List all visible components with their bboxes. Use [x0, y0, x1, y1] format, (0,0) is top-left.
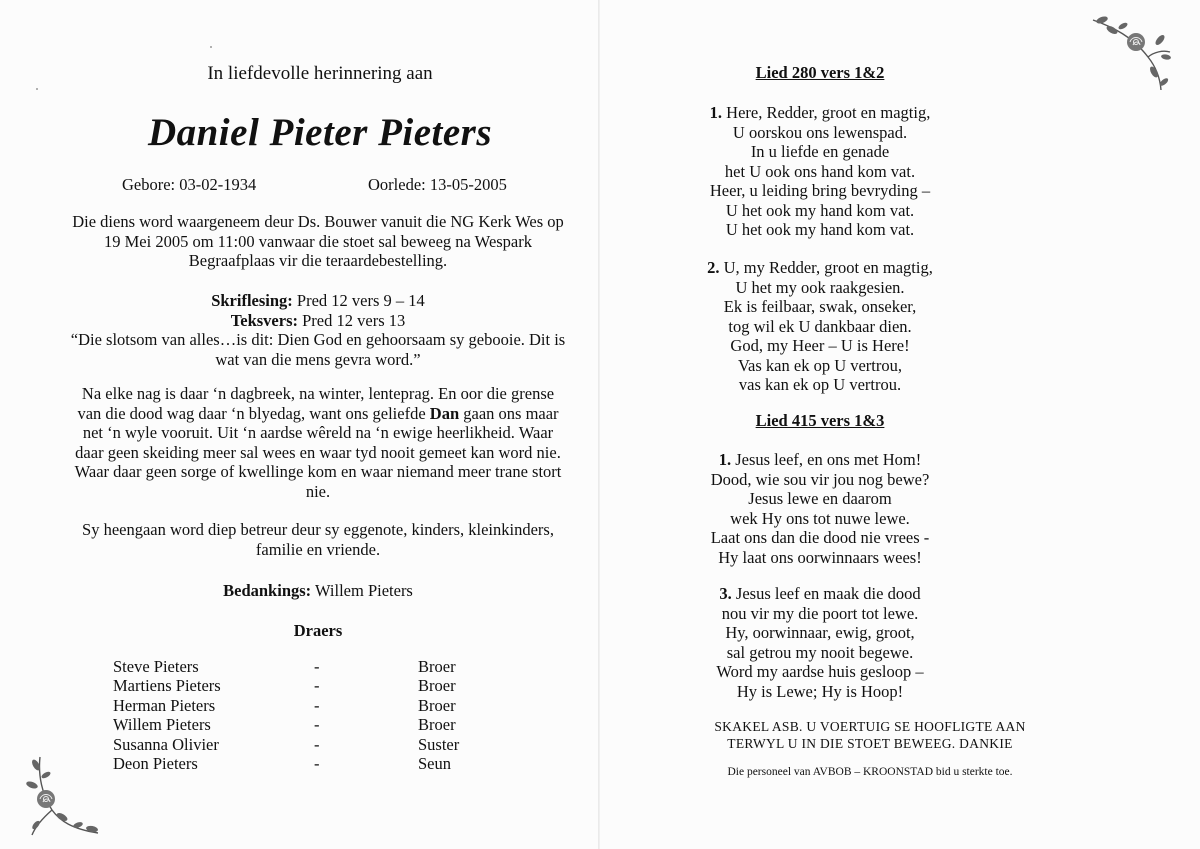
- headlights-notice: [620, 718, 1120, 752]
- bearer-row: [113, 715, 473, 734]
- verse-line: nou vir my die poort tot lewe.: [721, 603, 919, 623]
- bearers-list: [113, 657, 473, 773]
- deceased-name: Daniel Pieter Pieters: [147, 111, 493, 154]
- bearer-name: Herman Pieters: [113, 695, 216, 715]
- hymn-1-title: Lied 280 vers 1&2: [755, 63, 885, 82]
- bearer-dash: -: [314, 715, 320, 735]
- bearer-relation: Broer: [418, 676, 456, 696]
- verse-line: [620, 450, 1020, 470]
- verse-line: Jesus lewe en daarom: [748, 489, 892, 508]
- birth-date: Gebore: 03-02-1934: [122, 175, 257, 194]
- rose-ornament-icon: [1088, 12, 1173, 92]
- bearer-row: [113, 696, 473, 715]
- bearer-dash: -: [314, 753, 320, 773]
- verse-line: U het ook my hand kom vat.: [725, 200, 915, 220]
- verse-line: Vas kan ek op U vertrou,: [737, 355, 903, 375]
- quote-line: “Die slotsom van alles…is dit: Dien God en gehoorsaam sy gebooie. Dit is: [70, 330, 566, 349]
- tribute-line: nie.: [305, 481, 331, 501]
- scripture-value: Pred 12 vers 9 – 14: [292, 291, 425, 310]
- hymn-2-verse-1: [620, 450, 1020, 567]
- service-details: [58, 212, 578, 271]
- tribute-line: Na elke nag is daar ‘n dagbreek, na winter, lenteprag. En oor die grense: [81, 384, 555, 403]
- bearer-relation: Broer: [418, 657, 456, 676]
- verse-line: het U ook ons hand kom vat.: [724, 161, 916, 181]
- thanks-value: Willem Pieters: [311, 581, 413, 600]
- verse-line: God, my Heer – U is Here!: [730, 336, 910, 355]
- tribute-line: Waar daar geen sorge of kwellinge kom en waar niemand meer trane stort: [74, 462, 562, 481]
- bearer-dash: -: [314, 676, 320, 696]
- verse-line: In u liefde en genade: [750, 142, 890, 161]
- tribute-line: daar geen skeiding meer sal wees en waar tyd nooit gemeet kan word nie.: [75, 442, 561, 462]
- bearer-row: [113, 754, 473, 773]
- verse-line: Ek is feilbaar, swak, onseker,: [723, 297, 917, 316]
- text-verse-label: Teksvers:: [230, 310, 298, 330]
- tribute-text: van die dood wag daar ‘n blyedag, want ons geliefde: [77, 403, 430, 423]
- verse-line: Heer, u leiding bring bevryding –: [709, 181, 931, 200]
- bearer-name: Martiens Pieters: [113, 676, 221, 696]
- bearer-row: [113, 735, 473, 754]
- scripture-reading: [58, 291, 578, 311]
- bearer-dash: -: [314, 695, 320, 715]
- bearer-name: Deon Pieters: [113, 753, 198, 773]
- verse-line: U het my ook raakgesien.: [735, 277, 905, 297]
- mourn-line: familie en vriende.: [255, 539, 381, 559]
- bearer-row: [113, 676, 473, 695]
- hymn-1-verse-2: [620, 258, 1020, 395]
- verse-line: sal getrou my nooit begewe.: [726, 642, 914, 662]
- bearer-relation: Seun: [418, 753, 451, 773]
- service-line: Die diens word waargeneem deur Ds. Bouwer vanuit die NG Kerk Wes op: [72, 212, 564, 231]
- paper-speck: [210, 46, 212, 48]
- verse-number: 1.: [709, 103, 723, 122]
- quote-line: wat van die mens gevra word.”: [215, 349, 421, 369]
- death-date: Oorlede: 13-05-2005: [368, 175, 507, 194]
- bearer-relation: Broer: [418, 715, 456, 735]
- bearer-dash: -: [314, 657, 320, 676]
- verse-line: Dood, wie sou vir jou nog bewe?: [710, 469, 930, 489]
- tribute-paragraph: [58, 384, 578, 501]
- scripture-label: Skriflesing:: [211, 291, 293, 310]
- bearer-relation: Suster: [418, 734, 460, 754]
- hymn-2-verse-3: [620, 584, 1020, 701]
- verse-number: 1.: [718, 450, 732, 469]
- verse-line: vas kan ek op U vertrou.: [738, 375, 902, 394]
- mourning-paragraph: [58, 520, 578, 559]
- verse-number: 3.: [719, 584, 732, 603]
- notice-line: SKAKEL ASB. U VOERTUIG SE HOOFLIGTE AAN: [714, 719, 1026, 734]
- bearer-name: Susanna Olivier: [113, 734, 219, 754]
- verse-text: Here, Redder, groot en magtig,: [722, 103, 931, 122]
- verse-line: Hy laat ons oorwinnaars wees!: [718, 547, 922, 567]
- verse-line: Laat ons dan die dood nie vrees -: [710, 528, 930, 547]
- bible-quote: [58, 330, 578, 369]
- page-fold: [598, 0, 600, 849]
- mourn-line: Sy heengaan word diep betreur deur sy eggenote, kinders, kleinkinders,: [82, 520, 554, 539]
- verse-number: 2.: [707, 258, 720, 277]
- bearer-row: [113, 657, 473, 676]
- rose-ornament-icon: [22, 755, 102, 837]
- intro-line: In liefdevolle herinnering aan: [207, 63, 433, 84]
- bearer-name: Willem Pieters: [113, 715, 211, 735]
- service-line: Begraafplaas vir die teraardebestelling.: [188, 251, 448, 270]
- tribute-line: [58, 404, 578, 424]
- thanks-line: [58, 581, 578, 601]
- verse-line: U het ook my hand kom vat.: [725, 220, 915, 239]
- bearer-dash: -: [314, 734, 320, 754]
- verse-line: [620, 258, 1020, 278]
- service-line: 19 Mei 2005 om 11:00 vanwaar die stoet sal beweeg na Wespark: [103, 231, 533, 251]
- verse-line: [620, 103, 1020, 123]
- verse-text: Jesus leef, en ons met Hom!: [731, 450, 922, 469]
- verse-line: Hy is Lewe; Hy is Hoop!: [736, 681, 904, 701]
- tribute-nickname: Dan: [429, 403, 460, 423]
- tribute-line: net ‘n wyle vooruit. Uit ‘n aardse wêreld na ‘n ewige heerlikheid. Waar: [82, 423, 554, 442]
- verse-line: tog wil ek U dankbaar dien.: [728, 316, 912, 336]
- hymn-2-title: Lied 415 vers 1&3: [755, 411, 885, 430]
- verse-line: Word my aardse huis gesloop –: [716, 662, 924, 681]
- hymn-1-verse-1: [620, 103, 1020, 240]
- thanks-label: Bedankings:: [223, 581, 312, 600]
- verse-line: wek Hy ons tot nuwe lewe.: [730, 508, 910, 528]
- notice-line: TERWYL U IN DIE STOET BEWEEG. DANKIE: [727, 736, 1013, 751]
- bearer-name: Steve Pieters: [113, 657, 199, 676]
- bearers-heading: Draers: [293, 621, 343, 640]
- text-verse: [58, 311, 578, 331]
- tribute-text: gaan ons maar: [459, 403, 559, 423]
- scripture-block: [58, 291, 578, 330]
- staff-condolence: Die personeel van AVBOB – KROONSTAD bid u sterkte toe.: [727, 766, 1013, 778]
- verse-line: [620, 584, 1020, 604]
- verse-line: Hy, oorwinnaar, ewig, groot,: [725, 623, 915, 642]
- verse-text: Jesus leef en maak die dood: [731, 584, 921, 603]
- bearer-relation: Broer: [418, 695, 456, 715]
- text-verse-value: Pred 12 vers 13: [298, 310, 406, 330]
- verse-text: U, my Redder, groot en magtig,: [719, 258, 933, 277]
- paper-speck: [36, 88, 38, 90]
- verse-line: U oorskou ons lewenspad.: [732, 122, 908, 142]
